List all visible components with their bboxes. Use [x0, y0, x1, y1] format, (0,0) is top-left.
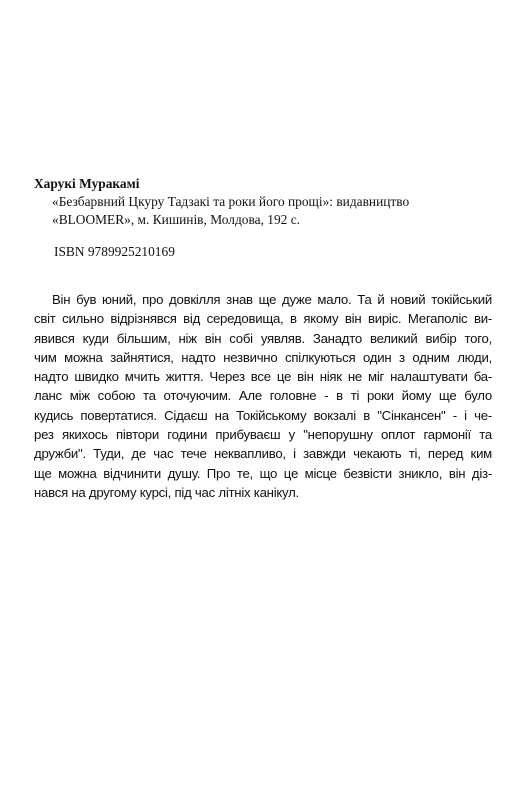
abstract-line: ланс між собою та оточуючим. Але головне - в ті роки йому ще було — [34, 388, 492, 404]
abstract-line: Він був юний, про довкілля знав ще дуже мало. Та й новий токійський — [52, 292, 492, 307]
abstract-line: надто швидко мчить життя. Через все це він ніяк не міг налаштувати ба- — [34, 369, 492, 385]
abstract-line: ще можна відчинити душу. Про те, що це місце безвісти зникло, він діз- — [34, 465, 492, 481]
abstract-line: явився куди більшим, ніж він собі уявляв. Занадто великий вибір того, — [34, 330, 492, 346]
abstract-line: світ сильно відрізнявся від середовища, в якому він виріс. Мегаполіс ви- — [34, 311, 492, 327]
book-title-publisher: «Безбарвний Цкуру Тадзакі та роки його прощі»: видавництво — [52, 194, 410, 209]
publisher-location-pages: «BLOOMER», м. Кишинів, Молдова, 192 с. — [52, 212, 300, 227]
bibliographic-record — [34, 175, 486, 229]
isbn-number: ISBN 9789925210169 — [54, 244, 175, 259]
abstract-line: нався на другому курсі, під час літніх канікул. — [34, 484, 299, 500]
abstract-line: чим можна зайнятися, надто незвично спілкуються один з одним люди, — [34, 349, 492, 365]
abstract-line: кудись повертатися. Сідаєш на Токійському вокзалі в "Сінкансен" - і че- — [34, 407, 492, 423]
author-name: Харукі Муракамі — [34, 176, 140, 191]
book-abstract — [34, 290, 492, 502]
abstract-line: рез якихось півтори години прибуваєш у "непорушну оплот гармонії та — [34, 427, 492, 443]
abstract-line: дружби". Туди, де час тече неквапливо, і завжди чекають ті, перед ким — [34, 446, 492, 462]
